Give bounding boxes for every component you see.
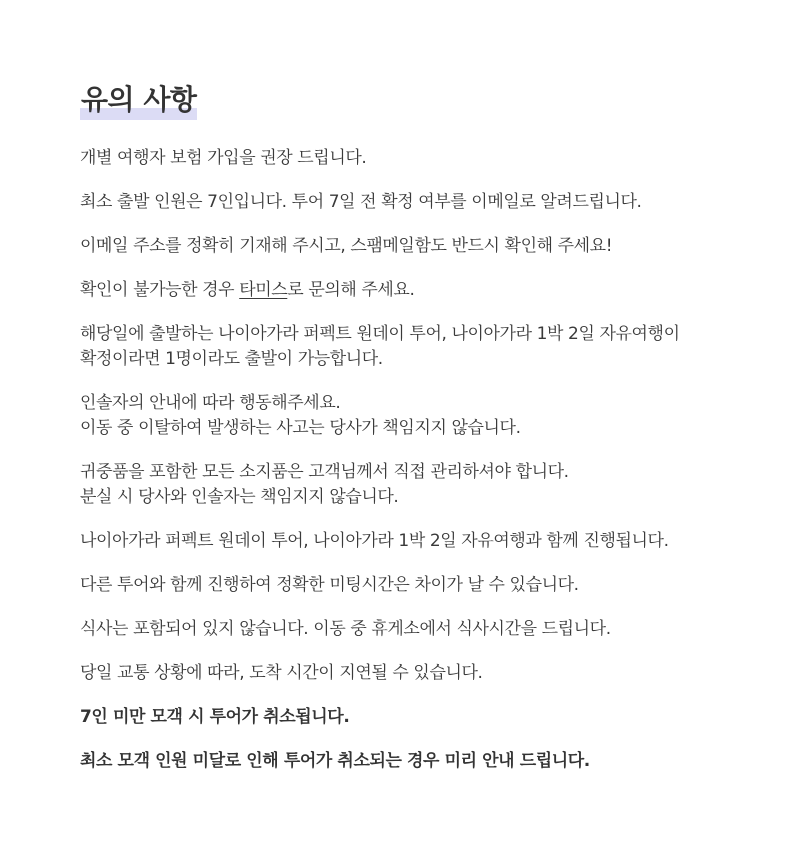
notice-valuables xyxy=(80,460,760,510)
notice-text-before: 확인이 불가능한 경우 xyxy=(80,280,240,300)
notice-text xyxy=(80,278,760,303)
notice-text-line1: 귀중품을 포함한 모든 소지품은 고객님께서 직접 관리하셔야 합니다. xyxy=(80,462,569,482)
notice-section xyxy=(80,80,760,793)
notice-cancellation-guide xyxy=(80,749,760,774)
notice-text: 식사는 포함되어 있지 않습니다. 이동 중 휴게소에서 식사시간을 드립니다. xyxy=(80,619,611,639)
notice-traffic xyxy=(80,661,760,686)
notice-text: 최소 모객 인원 미달로 인해 투어가 취소되는 경우 미리 안내 드립니다. xyxy=(80,751,590,771)
notice-text-line1: 인솔자의 안내에 따라 행동해주세요. xyxy=(80,393,341,413)
notice-insurance xyxy=(80,146,760,171)
notice-email xyxy=(80,234,760,259)
notice-text-line2: 분실 시 당사와 인솔자는 책임지지 않습니다. xyxy=(80,487,399,507)
notice-combined-tour xyxy=(80,529,760,554)
notice-text-line2: 확정이라면 1명이라도 출발이 가능합니다. xyxy=(80,349,383,369)
notice-meeting-time xyxy=(80,573,760,598)
notice-confirmed-departure xyxy=(80,322,760,372)
notice-text-line1: 해당일에 출발하는 나이아가라 퍼펙트 원데이 투어, 나이아가라 1박 2일 자유여행이 xyxy=(80,324,680,344)
notice-list xyxy=(80,146,760,774)
notice-minimum-departure xyxy=(80,190,760,215)
notice-guide xyxy=(80,391,760,441)
notice-meals xyxy=(80,617,760,642)
notice-text: 나이아가라 퍼펙트 원데이 투어, 나이아가라 1박 2일 자유여행과 함께 진행됩니다. xyxy=(80,531,669,551)
notice-text: 당일 교통 상황에 따라, 도착 시간이 지연될 수 있습니다. xyxy=(80,663,483,683)
tamis-link[interactable]: 타미스 xyxy=(239,280,288,300)
notice-text: 개별 여행자 보험 가입을 권장 드립니다. xyxy=(80,148,367,168)
notice-text: 최소 출발 인원은 7인입니다. 투어 7일 전 확정 여부를 이메일로 알려드립니다. xyxy=(80,192,642,212)
notice-text: 7인 미만 모객 시 투어가 취소됩니다. xyxy=(80,707,350,727)
notice-text-line2: 이동 중 이탈하여 발생하는 사고는 당사가 책임지지 않습니다. xyxy=(80,418,521,438)
notice-contact xyxy=(80,278,760,303)
notice-text: 다른 투어와 함께 진행하여 정확한 미팅시간은 차이가 날 수 있습니다. xyxy=(80,575,579,595)
page-title: 유의 사항 xyxy=(80,80,197,120)
notice-text-after: 로 문의해 주세요. xyxy=(287,280,415,300)
notice-text: 이메일 주소를 정확히 기재해 주시고, 스팸메일함도 반드시 확인해 주세요! xyxy=(80,236,613,256)
notice-cancellation xyxy=(80,705,760,730)
